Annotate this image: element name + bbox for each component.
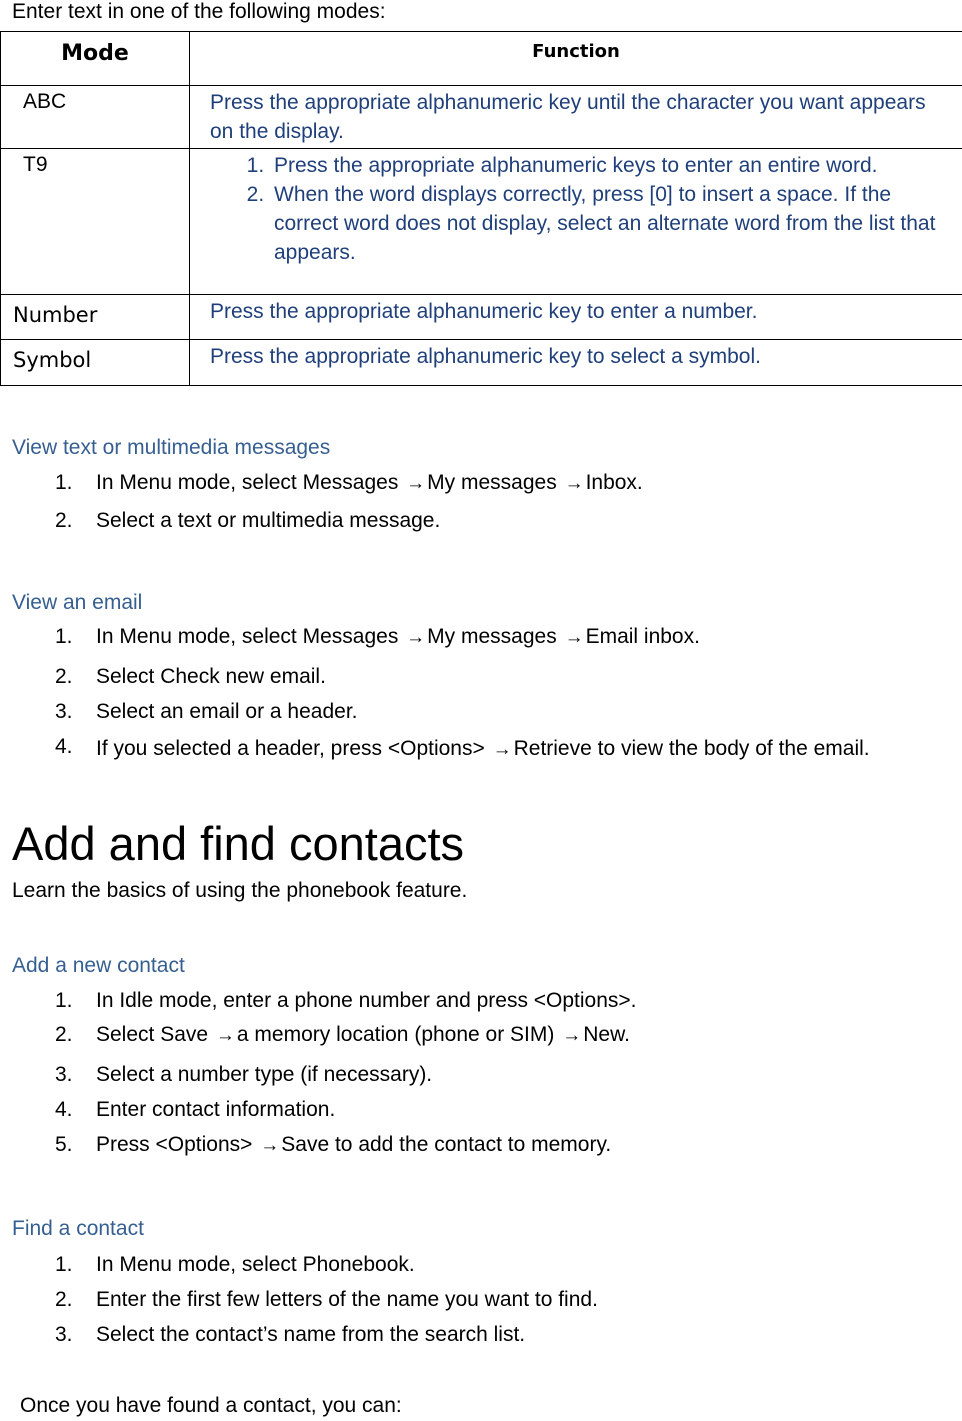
- step-text: Enter contact information.: [96, 1098, 336, 1121]
- function-cell: Press the appropriate alphanumeric key until the character you want appears on the display.: [190, 86, 962, 149]
- step-part: In Menu mode, select Messages: [96, 625, 399, 648]
- arrow-icon: →: [564, 627, 584, 648]
- step-number: 2.: [55, 509, 73, 532]
- step-part: Press <Options>: [96, 1133, 253, 1156]
- t9-steps-list: [210, 151, 954, 267]
- list-item: [0, 732, 962, 802]
- function-cell: [190, 149, 962, 295]
- step-part: My messages: [427, 471, 557, 494]
- step-text: [96, 622, 954, 653]
- mode-cell: Symbol: [1, 340, 190, 386]
- step-part: Inbox.: [585, 471, 643, 494]
- heading-add-contact: Add a new contact: [12, 954, 185, 977]
- step-text: Select an email or a header.: [96, 700, 358, 723]
- table-row: [1, 340, 962, 386]
- step-part: My messages: [427, 625, 557, 648]
- intro-text: Enter text in one of the following modes:: [12, 0, 386, 23]
- arrow-icon: →: [406, 627, 426, 648]
- step-part: Email inbox.: [585, 625, 700, 648]
- step-number: 1.: [55, 1253, 73, 1276]
- arrow-icon: →: [562, 1025, 582, 1046]
- input-modes-table: [0, 31, 962, 386]
- step-part: Retrieve to view the body of the email.: [513, 737, 870, 760]
- table-header-row: [1, 32, 962, 86]
- step-text: [96, 1020, 954, 1051]
- step-text: Enter the first few letters of the name you want to find.: [96, 1288, 598, 1311]
- step-text: Select Check new email.: [96, 665, 326, 688]
- mode-cell: T9: [1, 149, 190, 295]
- heading-view-messages: View text or multimedia messages: [12, 436, 331, 459]
- step-text: [96, 732, 954, 766]
- step-text: Select a number type (if necessary).: [96, 1063, 433, 1086]
- step-number: 1.: [55, 989, 73, 1012]
- step-number: 3.: [55, 1323, 73, 1346]
- step-part: New.: [583, 1023, 630, 1046]
- column-header-mode: Mode: [1, 32, 190, 86]
- list-item: 1. Press the appropriate alphanumeric keys to enter an entire word.: [270, 151, 954, 180]
- step-part: Select Save: [96, 1023, 209, 1046]
- list-item: 2. When the word displays correctly, press [0] to insert a space. If the correct word does not display, select an alternate word from the list that appears.: [270, 180, 954, 267]
- step-text: Select the contact’s name from the search list.: [96, 1323, 526, 1346]
- heading-find-contact: Find a contact: [12, 1217, 144, 1240]
- mode-cell: ABC: [1, 86, 190, 149]
- column-header-function: Function: [190, 32, 962, 86]
- step-number: 1.: [55, 471, 73, 494]
- step-number: 3.: [55, 1063, 73, 1086]
- function-cell: Press the appropriate alphanumeric key to enter a number.: [190, 295, 962, 340]
- section-lead: Learn the basics of using the phonebook feature.: [12, 879, 468, 902]
- step-text: In Idle mode, enter a phone number and press <Options>.: [96, 989, 637, 1012]
- section-title: Add and find contacts: [12, 817, 465, 870]
- step-number: 2.: [55, 1023, 73, 1046]
- step-text: [96, 468, 954, 499]
- step-number: 4.: [55, 735, 73, 758]
- step-number: 3.: [55, 700, 73, 723]
- arrow-icon: →: [260, 1135, 280, 1156]
- step-number: 2.: [55, 665, 73, 688]
- step-number: 2.: [55, 1288, 73, 1311]
- step-number: 5.: [55, 1133, 73, 1156]
- arrow-icon: →: [564, 473, 584, 494]
- step-number: 1.: [55, 625, 73, 648]
- step-text: In Menu mode, select Phonebook.: [96, 1253, 415, 1276]
- table-row: [1, 295, 962, 340]
- heading-view-email: View an email: [12, 591, 143, 614]
- step-text: [96, 1130, 954, 1161]
- function-cell: Press the appropriate alphanumeric key to select a symbol.: [190, 340, 962, 386]
- step-part: Save to add the contact to memory.: [281, 1133, 612, 1156]
- step-number: 4.: [55, 1098, 73, 1121]
- step-part: In Menu mode, select Messages: [96, 471, 399, 494]
- mode-cell: Number: [1, 295, 190, 340]
- arrow-icon: →: [406, 473, 426, 494]
- step-part: a memory location (phone or SIM): [236, 1023, 555, 1046]
- closing-text: Once you have found a contact, you can:: [20, 1394, 402, 1417]
- step-part: If you selected a header, press <Options>: [96, 737, 485, 760]
- arrow-icon: →: [215, 1025, 235, 1046]
- step-text: Select a text or multimedia message.: [96, 509, 441, 532]
- arrow-icon: →: [492, 739, 512, 760]
- table-row: [1, 86, 962, 149]
- table-row: [1, 149, 962, 295]
